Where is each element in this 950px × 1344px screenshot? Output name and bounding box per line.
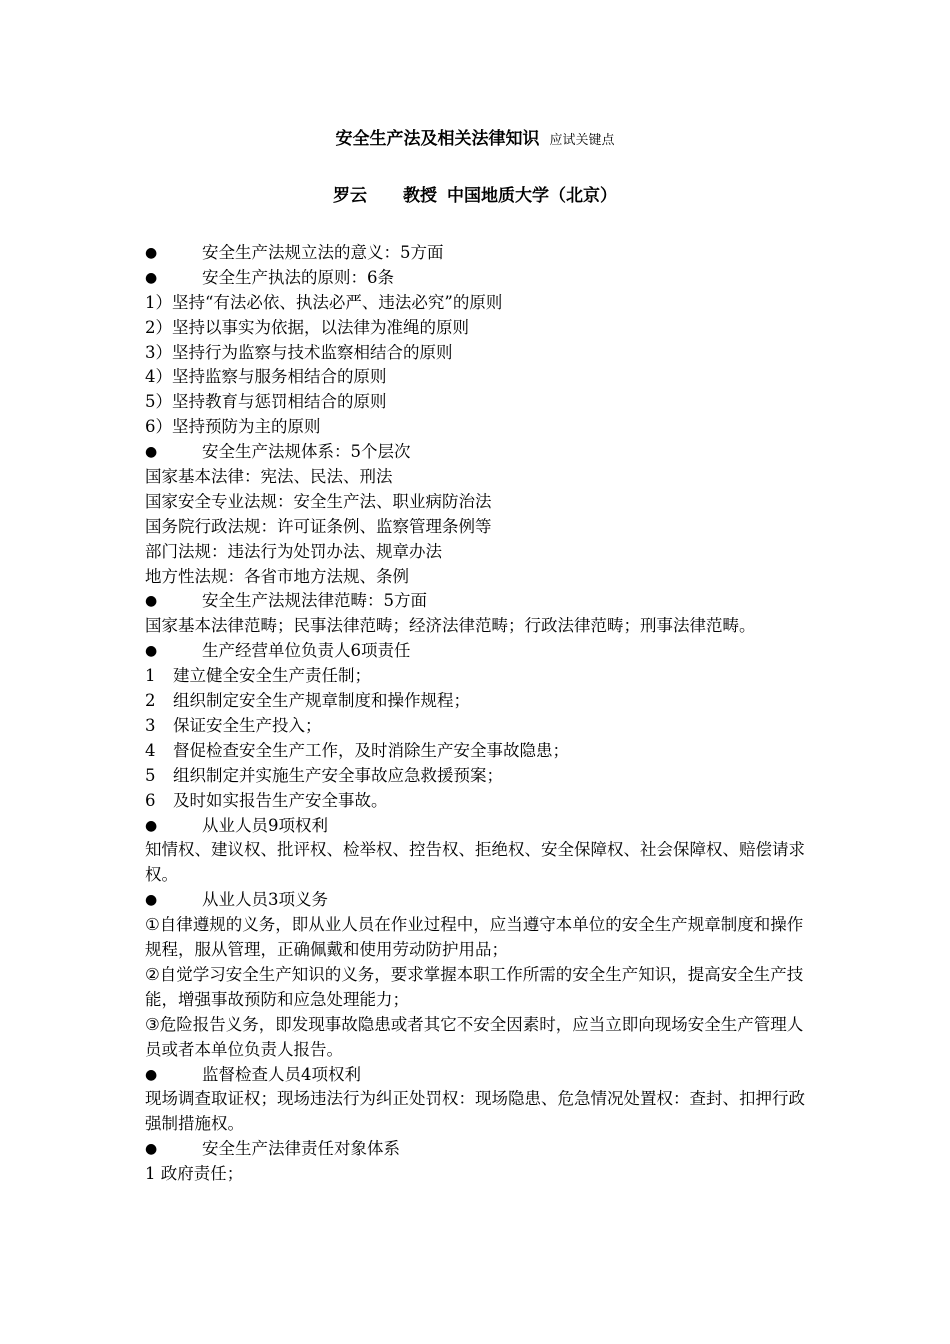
list-item: 1）坚持“有法必依、执法必严、违法必究”的原则 xyxy=(145,292,503,312)
title-main: 安全生产法及相关法律知识 xyxy=(335,129,540,149)
paragraph: ②自觉学习安全生产知识的义务，要求掌握本职工作所需的安全生产知识，提高安全生产技能，增强事故预防和应急处理能力； xyxy=(145,964,804,1009)
bullet-icon: ● xyxy=(145,1141,158,1158)
list-item: 5 组织制定并实施生产安全事故应急救援预案； xyxy=(145,765,503,785)
list-item: 2 组织制定安全生产规章制度和操作规程； xyxy=(145,691,470,711)
author-affiliation: 中国地质大学（北京） xyxy=(447,186,617,206)
bullet-icon: ● xyxy=(145,444,158,461)
list-item: 国务院行政法规：许可证条例、监察管理条例等 xyxy=(145,516,492,536)
list-item: 6）坚持预防为主的原则 xyxy=(145,417,321,437)
bullet-icon: ● xyxy=(145,892,158,909)
bullet-heading: ● 从业人员3项义务 xyxy=(145,888,810,913)
bullet-heading: ● 从业人员9项权利 xyxy=(145,814,810,839)
list-item: 4 督促检查安全生产工作，及时消除生产安全事故隐患； xyxy=(145,740,569,760)
bullet-heading: ● 安全生产法规法律范畴：5方面 xyxy=(145,589,810,614)
bullet-heading: ● 监督检查人员4项权利 xyxy=(145,1063,810,1088)
author-name: 罗云 xyxy=(333,186,367,206)
list-item: 1 政府责任； xyxy=(145,1164,244,1184)
bullet-heading: ● 安全生产执法的原则：6条 xyxy=(145,266,810,291)
bullet-icon: ● xyxy=(145,817,158,834)
author-line xyxy=(0,184,950,208)
list-item: 3）坚持行为监察与技术监察相结合的原则 xyxy=(145,342,453,362)
document-title xyxy=(0,127,950,153)
list-item: 部门法规：违法行为处罚办法、规章办法 xyxy=(145,541,442,561)
list-item: 地方性法规：各省市地方法规、条例 xyxy=(145,566,409,586)
title-subtitle: 应试关键点 xyxy=(549,133,615,148)
bullet-icon: ● xyxy=(145,593,158,610)
paragraph: ③危险报告义务，即发现事故隐患或者其它不安全因素时，应当立即向现场安全生产管理人员或者本单位负责人报告。 xyxy=(145,1014,804,1059)
list-item: 5）坚持教育与惩罚相结合的原则 xyxy=(145,392,387,412)
paragraph: 现场调查取证权；现场违法行为纠正处罚权：现场隐患、危急情况处置权：查封、扣押行政强制措施权。 xyxy=(145,1089,805,1134)
bullet-icon: ● xyxy=(145,643,158,660)
bullet-heading: ● 安全生产法规体系：5个层次 xyxy=(145,440,810,465)
list-item: 4）坚持监察与服务相结合的原则 xyxy=(145,367,387,387)
paragraph: ①自律遵规的义务，即从业人员在作业过程中，应当遵守本单位的安全生产规章制度和操作规程，服从管理，正确佩戴和使用劳动防护用品； xyxy=(145,915,804,959)
paragraph: 知情权、建议权、批评权、检举权、控告权、拒绝权、安全保障权、社会保障权、赔偿请求权。 xyxy=(145,840,805,885)
list-item: 6 及时如实报告生产安全事故。 xyxy=(145,790,388,810)
list-item: 2）坚持以事实为依据，以法律为准绳的原则 xyxy=(145,317,469,337)
bullet-icon: ● xyxy=(145,269,158,286)
list-item: 国家基本法律：宪法、民法、刑法 xyxy=(145,467,393,487)
bullet-heading: ● 安全生产法律责任对象体系 xyxy=(145,1137,810,1162)
bullet-heading: ● 生产经营单位负责人6项责任 xyxy=(145,639,810,664)
paragraph: 国家基本法律范畴；民事法律范畴；经济法律范畴；行政法律范畴；刑事法律范畴。 xyxy=(145,616,756,636)
bullet-heading: ● 安全生产法规立法的意义：5方面 xyxy=(145,241,810,266)
bullet-icon: ● xyxy=(145,245,158,261)
document-body xyxy=(145,241,810,1187)
author-rank: 教授 xyxy=(403,186,437,206)
list-item: 3 保证安全生产投入； xyxy=(145,715,322,735)
bullet-icon: ● xyxy=(145,1066,158,1083)
list-item: 1 建立健全安全生产责任制； xyxy=(145,666,371,686)
list-item: 国家安全专业法规：安全生产法、职业病防治法 xyxy=(145,491,492,511)
